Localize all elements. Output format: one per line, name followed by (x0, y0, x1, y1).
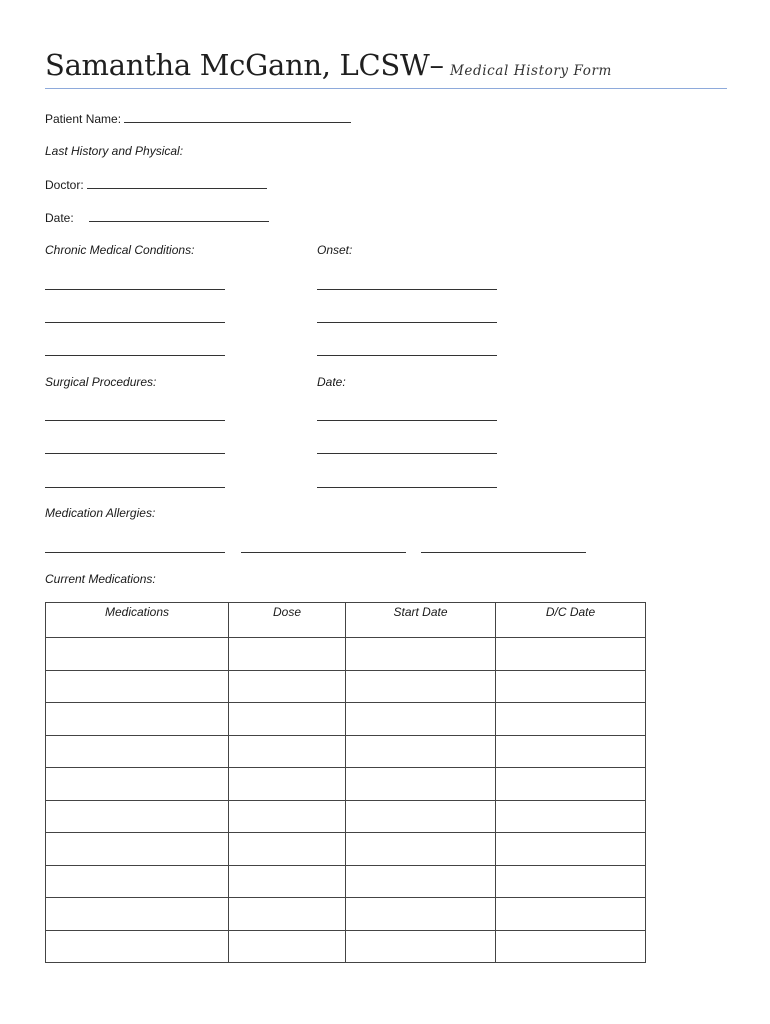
col-header-dose: Dose (229, 603, 346, 638)
dose-cell[interactable] (229, 865, 346, 898)
allergy-field-1[interactable] (45, 552, 225, 553)
medication-allergies-label: Medication Allergies: (45, 506, 156, 520)
dc-date-cell[interactable] (496, 865, 646, 898)
patient-name-field[interactable] (124, 111, 351, 123)
form-title: Medical History Form (449, 63, 612, 79)
dc-date-cell[interactable] (496, 670, 646, 703)
start-date-cell[interactable] (346, 833, 496, 866)
doctor-row (45, 177, 267, 192)
dose-cell[interactable] (229, 833, 346, 866)
dc-date-cell[interactable] (496, 735, 646, 768)
start-date-cell[interactable] (346, 670, 496, 703)
chronic-condition-field-1[interactable] (45, 289, 225, 290)
medication-cell[interactable] (46, 898, 229, 931)
table-row (46, 800, 646, 833)
onset-label: Onset: (317, 243, 353, 257)
table-row (46, 865, 646, 898)
dose-cell[interactable] (229, 638, 346, 671)
medication-cell[interactable] (46, 865, 229, 898)
dc-date-cell[interactable] (496, 930, 646, 963)
patient-name-label: Patient Name: (45, 112, 122, 126)
start-date-cell[interactable] (346, 768, 496, 801)
date-field[interactable] (89, 210, 269, 222)
medications-table (45, 602, 646, 963)
medication-cell[interactable] (46, 638, 229, 671)
col-header-start-date: Start Date (346, 603, 496, 638)
doctor-label: Doctor: (45, 178, 84, 192)
table-row (46, 638, 646, 671)
surgical-procedure-field-3[interactable] (45, 487, 225, 488)
chronic-condition-field-2[interactable] (45, 322, 225, 323)
start-date-cell[interactable] (346, 930, 496, 963)
allergy-field-2[interactable] (241, 552, 406, 553)
dose-cell[interactable] (229, 930, 346, 963)
dc-date-cell[interactable] (496, 638, 646, 671)
last-hp-label: Last History and Physical: (45, 144, 184, 158)
surgical-procedure-field-1[interactable] (45, 420, 225, 421)
surgical-procedure-field-2[interactable] (45, 453, 225, 454)
dc-date-cell[interactable] (496, 800, 646, 833)
start-date-cell[interactable] (346, 735, 496, 768)
table-row (46, 703, 646, 736)
header-rule (45, 88, 727, 89)
provider-name: Samantha McGann, LCSW (45, 48, 430, 82)
table-header-row (46, 603, 646, 638)
medication-cell[interactable] (46, 768, 229, 801)
medication-cell[interactable] (46, 930, 229, 963)
col-header-medications: Medications (46, 603, 229, 638)
dc-date-cell[interactable] (496, 898, 646, 931)
doctor-field[interactable] (87, 177, 267, 189)
dose-cell[interactable] (229, 735, 346, 768)
medication-cell[interactable] (46, 670, 229, 703)
onset-field-1[interactable] (317, 289, 497, 290)
surgical-date-field-1[interactable] (317, 420, 497, 421)
title-dash: – (429, 48, 444, 82)
start-date-cell[interactable] (346, 865, 496, 898)
table-row (46, 768, 646, 801)
dose-cell[interactable] (229, 703, 346, 736)
chronic-conditions-label: Chronic Medical Conditions: (45, 243, 195, 257)
start-date-cell[interactable] (346, 638, 496, 671)
medication-cell[interactable] (46, 833, 229, 866)
medication-cell[interactable] (46, 703, 229, 736)
dose-cell[interactable] (229, 898, 346, 931)
form-header (45, 48, 727, 88)
medication-cell[interactable] (46, 800, 229, 833)
chronic-condition-field-3[interactable] (45, 355, 225, 356)
surgical-date-label: Date: (317, 375, 346, 389)
dc-date-cell[interactable] (496, 768, 646, 801)
table-row (46, 833, 646, 866)
surgical-date-field-2[interactable] (317, 453, 497, 454)
table-row (46, 930, 646, 963)
onset-field-2[interactable] (317, 322, 497, 323)
dc-date-cell[interactable] (496, 703, 646, 736)
table-row (46, 735, 646, 768)
current-medications-label: Current Medications: (45, 572, 156, 586)
start-date-cell[interactable] (346, 898, 496, 931)
surgical-procedures-label: Surgical Procedures: (45, 375, 157, 389)
col-header-dc-date: D/C Date (496, 603, 646, 638)
start-date-cell[interactable] (346, 800, 496, 833)
medication-cell[interactable] (46, 735, 229, 768)
table-row (46, 670, 646, 703)
start-date-cell[interactable] (346, 703, 496, 736)
dose-cell[interactable] (229, 768, 346, 801)
onset-field-3[interactable] (317, 355, 497, 356)
dose-cell[interactable] (229, 670, 346, 703)
dc-date-cell[interactable] (496, 833, 646, 866)
date-label: Date: (45, 211, 74, 225)
surgical-date-field-3[interactable] (317, 487, 497, 488)
date-row (45, 210, 269, 225)
table-row (46, 898, 646, 931)
allergy-field-3[interactable] (421, 552, 586, 553)
dose-cell[interactable] (229, 800, 346, 833)
patient-name-row (45, 111, 351, 126)
